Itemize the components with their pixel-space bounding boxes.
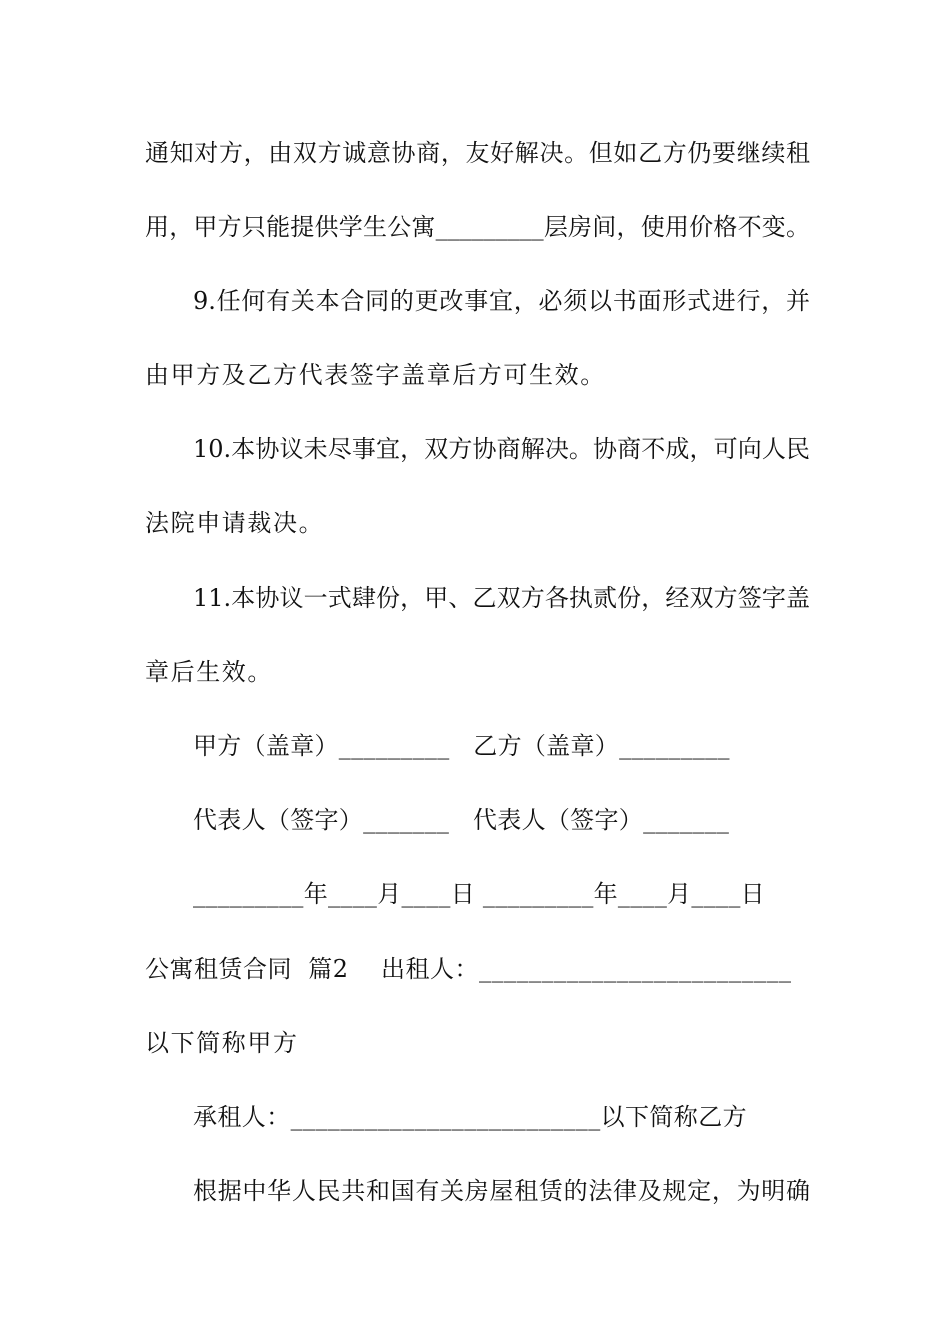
clause-9-line-2: 由甲方及乙方代表签字盖章后方可生效。 <box>145 361 606 389</box>
lessee-line: 承租人：_________________________以下简称乙方 <box>193 1103 747 1131</box>
clause-8-continued-line-2: 用，甲方只能提供学生公寓_________层房间，使用价格不变。 <box>145 213 810 241</box>
clause-11-line-2: 章后生效。 <box>145 658 273 686</box>
contract-2-heading-lessor-line: 公寓租赁合同 篇2 出租人：_________________________ <box>145 955 792 983</box>
party-seal-line: 甲方（盖章）_________ 乙方（盖章）_________ <box>193 732 730 760</box>
preamble-line: 根据中华人民共和国有关房屋租赁的法律及规定，为明确 <box>193 1177 810 1205</box>
clause-10-line-1: 10.本协议未尽事宜，双方协商解决。协商不成，可向人民 <box>193 435 810 463</box>
clause-9-line-1: 9.任何有关本合同的更改事宜，必须以书面形式进行，并 <box>193 287 810 315</box>
clause-10-line-2: 法院申请裁决。 <box>145 509 325 537</box>
clause-8-continued-line-1: 通知对方，由双方诚意协商，友好解决。但如乙方仍要继续租 <box>145 139 810 167</box>
lessor-abbreviation-line: 以下简称甲方 <box>145 1029 299 1057</box>
date-line: _________年____月____日 _________年____月____日 <box>193 880 765 908</box>
representative-signature-line: 代表人（签字）_______ 代表人（签字）_______ <box>193 806 730 834</box>
clause-11-line-1: 11.本协议一式肆份，甲、乙双方各执贰份，经双方签字盖 <box>193 584 810 612</box>
